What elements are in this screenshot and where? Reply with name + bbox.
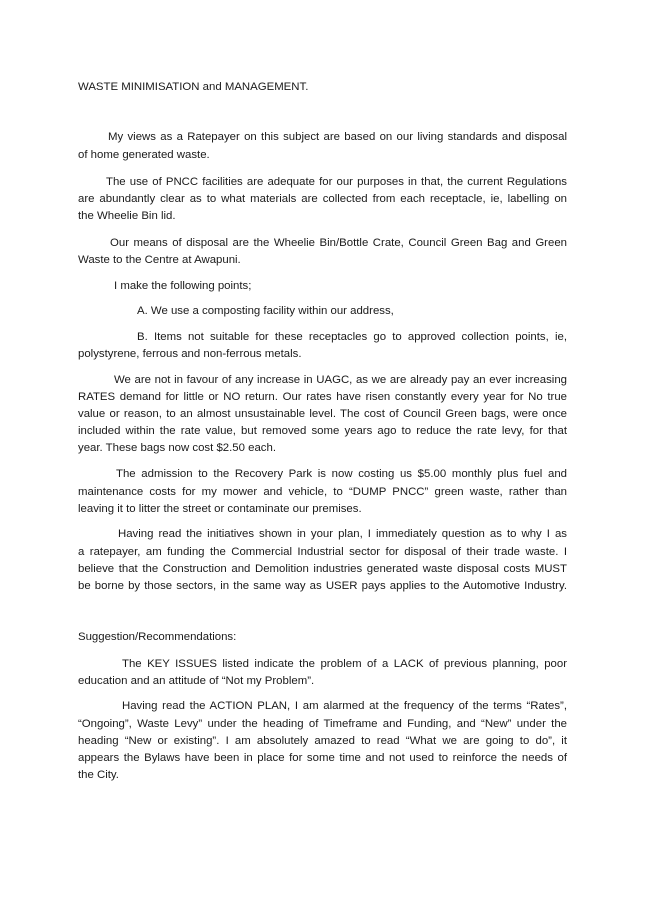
- paragraph-line: polystyrene, ferrous and non-ferrous metals.: [78, 348, 302, 360]
- paragraph-line: maintenance costs for my mower and vehicle, to “DUMP PNCC” green waste, rather than: [78, 486, 567, 498]
- paragraph-line: included within the rate value, but removed some years ago to reduce the rate levy, for that: [78, 425, 567, 437]
- paragraph-line: “Ongoing”, Waste Levy” under the heading of Timeframe and Funding, and “New” under the: [78, 718, 567, 730]
- paragraph-line: B. Items not suitable for these receptacles go to approved collection points, ie,: [137, 331, 567, 343]
- paragraph-line: are abundantly clear as to what materials are collected from each receptacle, ie, labelling on: [78, 193, 567, 205]
- paragraph-line: a ratepayer, am funding the Commercial Industrial sector for disposal of their trade waste. I: [78, 546, 567, 558]
- paragraph-line: The admission to the Recovery Park is now costing us $5.00 monthly plus fuel and: [116, 468, 567, 480]
- paragraph-line: the City.: [78, 769, 119, 781]
- paragraph-line: year. These bags now cost $2.50 each.: [78, 442, 276, 454]
- paragraph-line: Having read the initiatives shown in your plan, I immediately question as to why I as: [118, 528, 567, 540]
- document-title: WASTE MINIMISATION and MANAGEMENT.: [78, 81, 309, 93]
- paragraph-line: value or reason, to an almost unsustainable level. The cost of Council Green bags, were once: [78, 408, 567, 420]
- paragraph-line: leaving it to litter the street or contaminate our premises.: [78, 503, 362, 515]
- paragraph-line: education and an attitude of “Not my Problem”.: [78, 675, 315, 687]
- paragraph-line: of home generated waste.: [78, 149, 210, 161]
- paragraph-line: My views as a Ratepayer on this subject are based on our living standards and disposal: [108, 131, 567, 143]
- paragraph-line: the Wheelie Bin lid.: [78, 210, 176, 222]
- paragraph-line: The use of PNCC facilities are adequate for our purposes in that, the current Regulations: [106, 176, 567, 188]
- paragraph-line: be borne by those sectors, in the same way as USER pays applies to the Automotive Industry.: [78, 580, 567, 592]
- paragraph-line: heading “New or existing”. I am absolutely amazed to read “What we are going to do”, it: [78, 735, 567, 747]
- paragraph-line: I make the following points;: [114, 280, 252, 292]
- paragraph-line: RATES demand for little or NO return. Our rates have risen constantly every year for No true: [78, 391, 567, 403]
- paragraph-line: The KEY ISSUES listed indicate the problem of a LACK of previous planning, poor: [122, 658, 567, 670]
- section-heading: Suggestion/Recommendations:: [78, 631, 237, 643]
- paragraph-line: Having read the ACTION PLAN, I am alarmed at the frequency of the terms “Rates”,: [122, 700, 567, 712]
- paragraph-line: Waste to the Centre at Awapuni.: [78, 254, 241, 266]
- paragraph-line: appears the Bylaws have been in place for some time and not used to reinforce the needs of: [78, 752, 567, 764]
- paragraph-line: We are not in favour of any increase in UAGC, as we are already pay an ever increasing: [114, 374, 567, 386]
- list-item-a: A. We use a composting facility within our address,: [137, 305, 394, 317]
- paragraph-line: believe that the Construction and Demolition industries generated waste disposal costs MUST: [78, 563, 567, 575]
- paragraph-line: Our means of disposal are the Wheelie Bin/Bottle Crate, Council Green Bag and Green: [110, 237, 567, 249]
